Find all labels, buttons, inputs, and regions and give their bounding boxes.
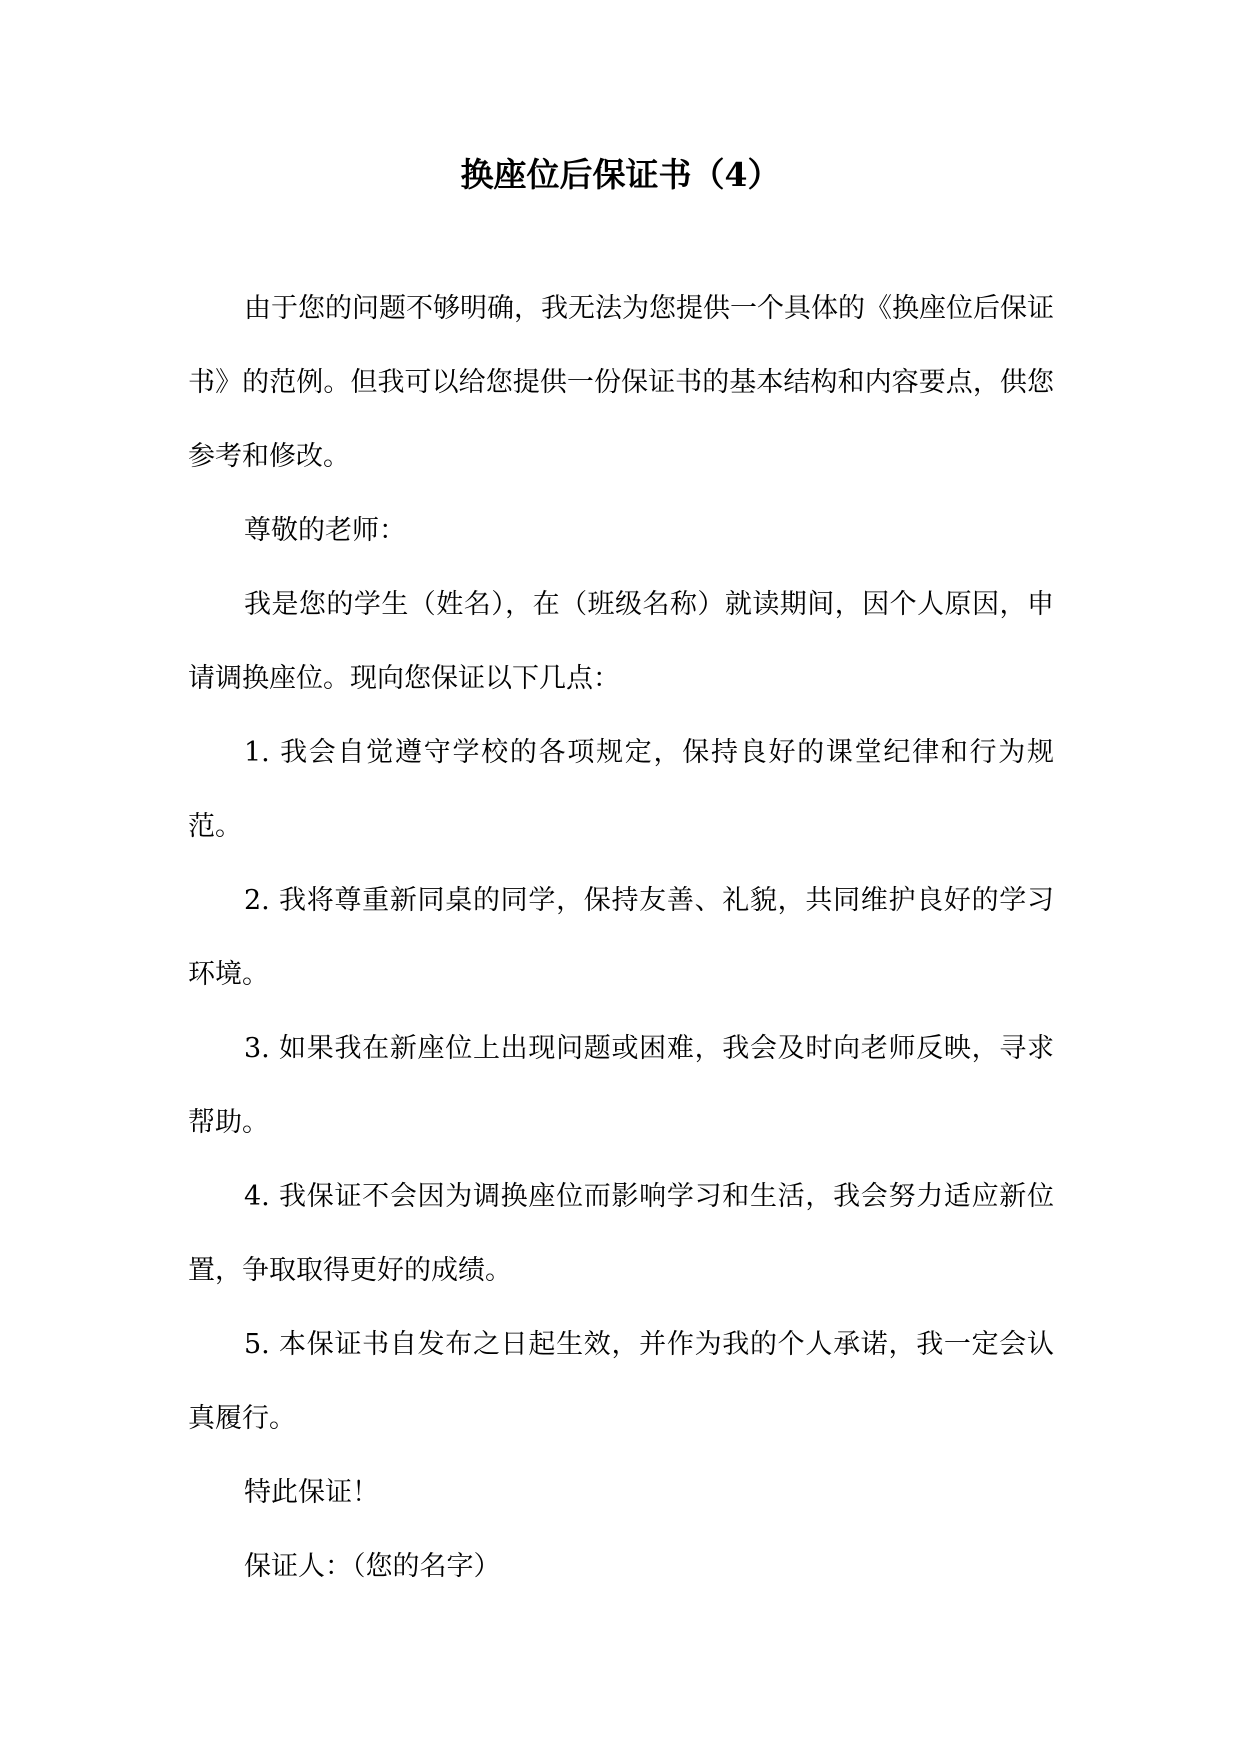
- intro-paragraph: 由于您的问题不够明确，我无法为您提供一个具体的《换座位后保证书》的范例。但我可以给您提供一份保证书的基本结构和内容要点，供您参考和修改。: [188, 293, 1054, 472]
- pledge-item-2: 2. 我将尊重新同桌的同学，保持友善、礼貌，共同维护良好的学习环境。: [188, 885, 1054, 990]
- pledge-item-4: 4. 我保证不会因为调换座位而影响学习和生活，我会努力适应新位置，争取取得更好的成绩。: [188, 1181, 1054, 1286]
- signature-line: 保证人：（您的名字）: [244, 1551, 501, 1582]
- statement-paragraph: 我是您的学生（姓名），在（班级名称）就读期间，因个人原因，申请调换座位。现向您保证以下几点：: [188, 589, 1054, 694]
- pledge-item-1: 1. 我会自觉遵守学校的各项规定，保持良好的课堂纪律和行为规范。: [188, 737, 1054, 842]
- pledge-item-3: 3. 如果我在新座位上出现问题或困难，我会及时向老师反映，寻求帮助。: [188, 1033, 1054, 1138]
- document-body: [188, 272, 1054, 1604]
- salutation: 尊敬的老师：: [244, 515, 406, 546]
- document-title: 换座位后保证书（4）: [460, 155, 781, 194]
- closing-statement: 特此保证！: [244, 1477, 379, 1508]
- pledge-item-5: 5. 本保证书自发布之日起生效，并作为我的个人承诺，我一定会认真履行。: [188, 1329, 1054, 1434]
